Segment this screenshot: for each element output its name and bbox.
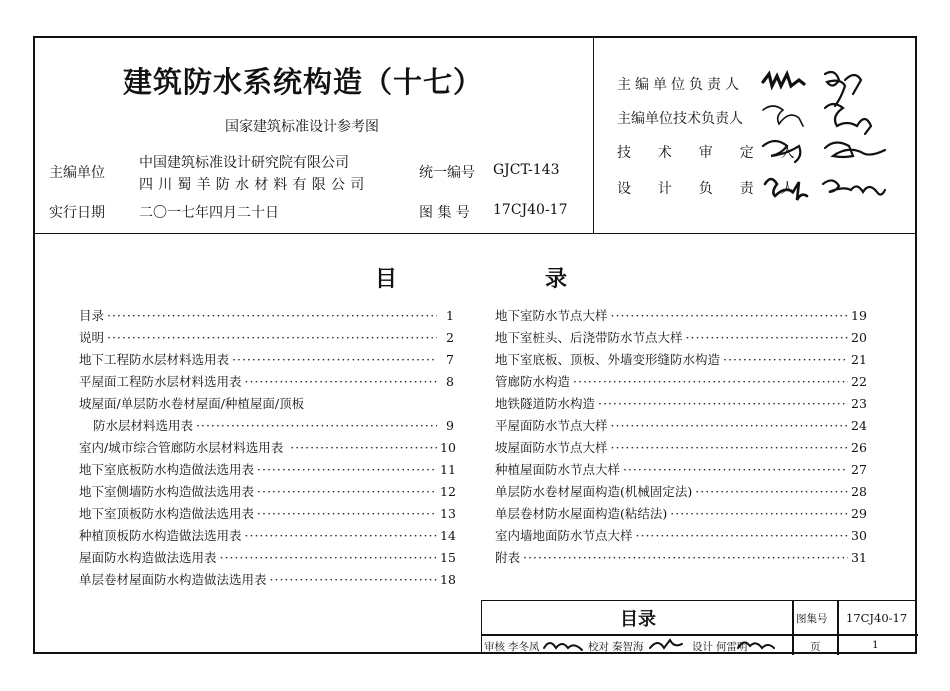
title-block-signatures bbox=[542, 636, 792, 654]
design-label: 设计 bbox=[692, 641, 713, 653]
toc-title-left: 目 bbox=[375, 267, 398, 292]
check-label: 校对 bbox=[588, 641, 609, 653]
page-number: 1 bbox=[872, 639, 879, 651]
toc-entry[interactable]: 地下室防水节点大样 ····· 19 bbox=[495, 306, 865, 328]
toc-entry[interactable]: 室内墙地面防水节点大样 ····· 30 bbox=[495, 526, 865, 548]
atlas-subtitle: 国家建筑标准设计参考图 bbox=[225, 119, 379, 135]
atlas-no-label: 图 集 号 bbox=[419, 205, 470, 221]
title-block-atlas-label: 图集号 bbox=[796, 613, 828, 625]
editor-unit-1: 中国建筑标准设计研究院有限公司 bbox=[139, 155, 349, 171]
toc-entry[interactable]: 地下室侧墙防水构造做法选用表 ····· 12 bbox=[79, 482, 454, 504]
designer-name: 何雷明 bbox=[716, 641, 748, 653]
editor-unit-2: 四川蜀羊防水材料有限公司 bbox=[139, 177, 370, 193]
header-block bbox=[35, 38, 915, 234]
toc-entry[interactable]: 屋面防水构造做法选用表 ····· 15 bbox=[79, 548, 454, 570]
title-block-atlas-no: 17CJ40-17 bbox=[846, 611, 908, 625]
toc-title-right: 录 bbox=[545, 267, 568, 292]
toc-entry[interactable]: 单层卷材屋面防水构造做法选用表 ····· 18 bbox=[79, 570, 454, 592]
toc-entry[interactable]: 防水层材料选用表 ····· 9 bbox=[79, 416, 454, 438]
toc-entry[interactable]: 管廊防水构造 ····· 22 bbox=[495, 372, 865, 394]
role-tech-review: 技 术 审 定 人 bbox=[617, 145, 801, 161]
checker-name: 秦智海 bbox=[612, 641, 644, 653]
date-value: 二〇一七年四月二十日 bbox=[139, 205, 279, 221]
role-chief-tech: 主编单位技术负责人 bbox=[617, 111, 743, 127]
toc-entry[interactable]: 坡屋面/单层防水卷材屋面/种植屋面/顶板 bbox=[79, 396, 305, 411]
toc-left-column bbox=[79, 306, 454, 592]
toc-entry[interactable]: 地下室桩头、后浇带防水节点大样 ····· 20 bbox=[495, 328, 865, 350]
toc-entry[interactable]: 地下室底板防水构造做法选用表 ····· 11 bbox=[79, 460, 454, 482]
title-block-name: 目录 bbox=[620, 609, 656, 630]
toc-entry[interactable]: 地下室底板、顶板、外墙变形缝防水构造 ····· 21 bbox=[495, 350, 865, 372]
toc-entry[interactable]: 平屋面工程防水层材料选用表 ····· 8 bbox=[79, 372, 454, 394]
atlas-title: 建筑防水系统构造（十七） bbox=[123, 65, 484, 99]
page-label: 页 bbox=[810, 641, 821, 653]
toc-entry[interactable]: 地铁隧道防水构造 ····· 23 bbox=[495, 394, 865, 416]
reviewer-name: 李冬凤 bbox=[508, 641, 540, 653]
unified-no-value: GJCT-143 bbox=[493, 162, 560, 178]
signatures-image bbox=[759, 66, 909, 216]
toc-right-column bbox=[495, 306, 865, 570]
toc-entry[interactable]: 单层卷材防水屋面构造(粘结法) ····· 29 bbox=[495, 504, 865, 526]
toc-entry[interactable]: 说明 ····· 2 bbox=[79, 328, 454, 350]
role-design-lead: 设 计 负 责 人 bbox=[617, 181, 801, 197]
title-block bbox=[481, 600, 917, 654]
toc-entry[interactable]: 坡屋面防水节点大样 ····· 26 bbox=[495, 438, 865, 460]
toc-entry[interactable]: 目录 ····· 1 bbox=[79, 306, 454, 328]
toc-entry[interactable]: 附表 ····· 31 bbox=[495, 548, 865, 570]
toc-entry[interactable]: 地下工程防水层材料选用表 ····· 7 bbox=[79, 350, 454, 372]
header-divider bbox=[593, 38, 594, 233]
unified-no-label: 统一编号 bbox=[419, 165, 475, 181]
toc-entry[interactable]: 平屋面防水节点大样 ····· 24 bbox=[495, 416, 865, 438]
role-chief-unit: 主编单位负责人 bbox=[617, 77, 743, 93]
toc-entry[interactable]: 种植顶板防水构造做法选用表 ····· 14 bbox=[79, 526, 454, 548]
toc-entry[interactable]: 种植屋面防水节点大样 ····· 27 bbox=[495, 460, 865, 482]
date-label: 实行日期 bbox=[49, 205, 105, 221]
review-label: 审核 bbox=[484, 641, 505, 653]
toc-entry[interactable]: 单层防水卷材屋面构造(机械固定法) ····· 28 bbox=[495, 482, 865, 504]
toc-entry[interactable]: 地下室顶板防水构造做法选用表 ····· 13 bbox=[79, 504, 454, 526]
editor-label: 主编单位 bbox=[49, 165, 105, 181]
drawing-frame bbox=[33, 36, 917, 654]
atlas-no-value: 17CJ40-17 bbox=[493, 202, 568, 218]
toc-entry[interactable]: 室内/城市综合管廊防水层材料选用表 ····· 10 bbox=[79, 438, 454, 460]
